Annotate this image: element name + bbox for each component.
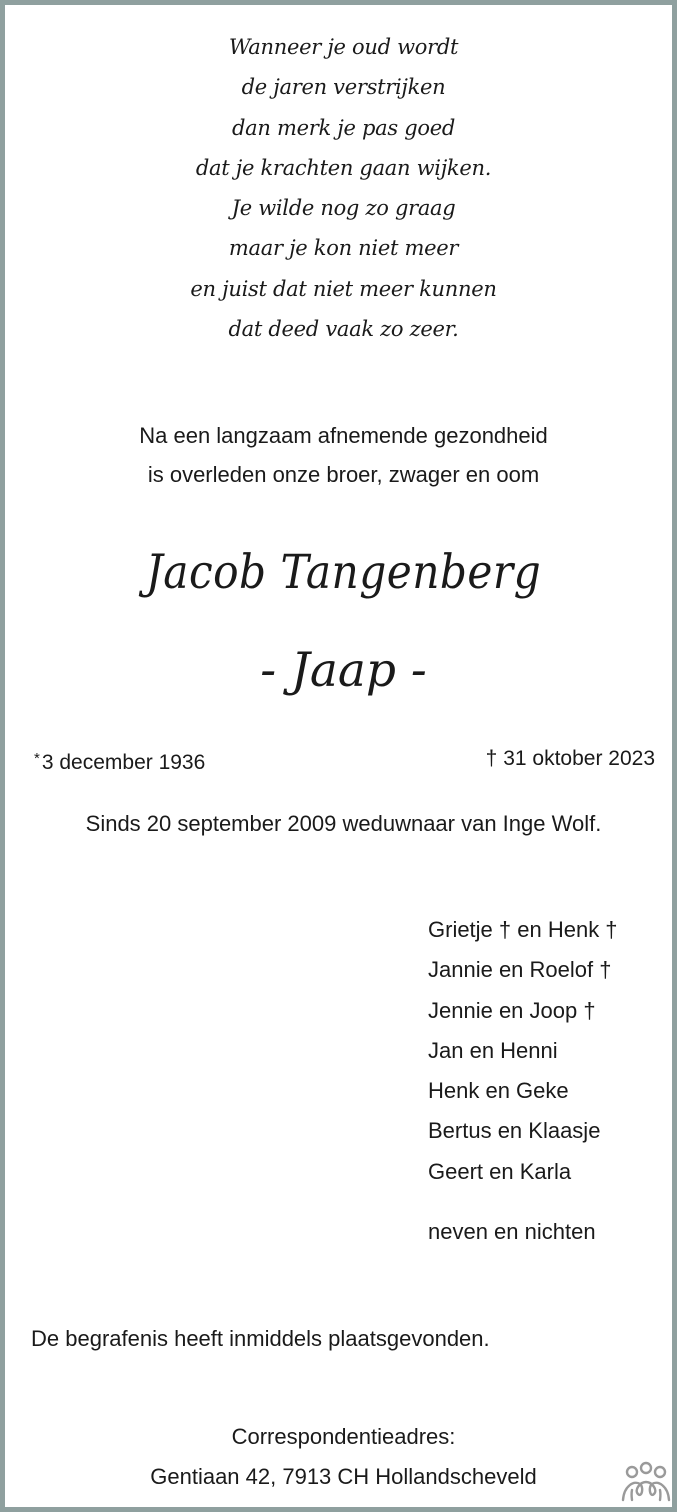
intro-line: Na een langzaam afnemende gezondheid: [139, 423, 548, 448]
funeral-note: De begrafenis heeft inmiddels plaatsgevonden.: [31, 1326, 490, 1351]
family-member: Jan en Henni: [428, 1037, 558, 1063]
poem-line: maar je kon niet meer: [228, 236, 459, 261]
poem-line: dat je krachten gaan wijken.: [195, 155, 492, 180]
birth-star-icon: *: [34, 750, 40, 767]
announcement-intro: [5, 416, 677, 494]
family-member: Grietje † en Henk †: [428, 917, 618, 942]
poem-line: Je wilde nog zo graag: [231, 196, 456, 221]
family-list: [428, 910, 618, 1252]
poem-line: Wanneer je oud wordt: [228, 35, 459, 59]
family-extra: neven en nichten: [428, 1219, 596, 1245]
intro-line: is overleden onze broer, zwager en oom: [147, 462, 540, 487]
deceased-nickname: - Jaap -: [260, 643, 427, 698]
poem-line: de jaren verstrijken: [241, 75, 446, 100]
family-member: Geert en Karla: [428, 1158, 572, 1184]
poem: [5, 27, 677, 349]
correspondence-address-text: Gentiaan 42, 7913 CH Hollandscheveld: [150, 1464, 537, 1489]
family-people-icon: [620, 1460, 672, 1504]
birth-date: [34, 741, 205, 781]
widow-note: Sinds 20 september 2009 weduwnaar van Inge Wolf.: [85, 811, 602, 836]
death-date-text: 31 oktober 2023: [503, 747, 655, 770]
death-date: [486, 741, 655, 777]
poem-line: dat deed vaak zo zeer.: [228, 317, 459, 342]
poem-line: en juist dat niet meer kunnen: [190, 276, 497, 301]
deceased-name: Jacob Tangenberg: [145, 545, 542, 600]
family-member: Jannie en Roelof †: [428, 957, 612, 983]
birth-date-text: 3 december 1936: [41, 751, 206, 774]
family-member: Henk en Geke: [428, 1078, 569, 1104]
life-dates: [5, 741, 677, 777]
death-cross-icon: †: [485, 747, 498, 770]
family-member: Bertus en Klaasje: [428, 1118, 601, 1144]
family-member: Jennie en Joop †: [428, 997, 596, 1023]
poem-line: dan merk je pas goed: [232, 115, 455, 140]
correspondence-label: Correspondentieadres:: [231, 1424, 456, 1449]
correspondence-address: [5, 1417, 677, 1497]
